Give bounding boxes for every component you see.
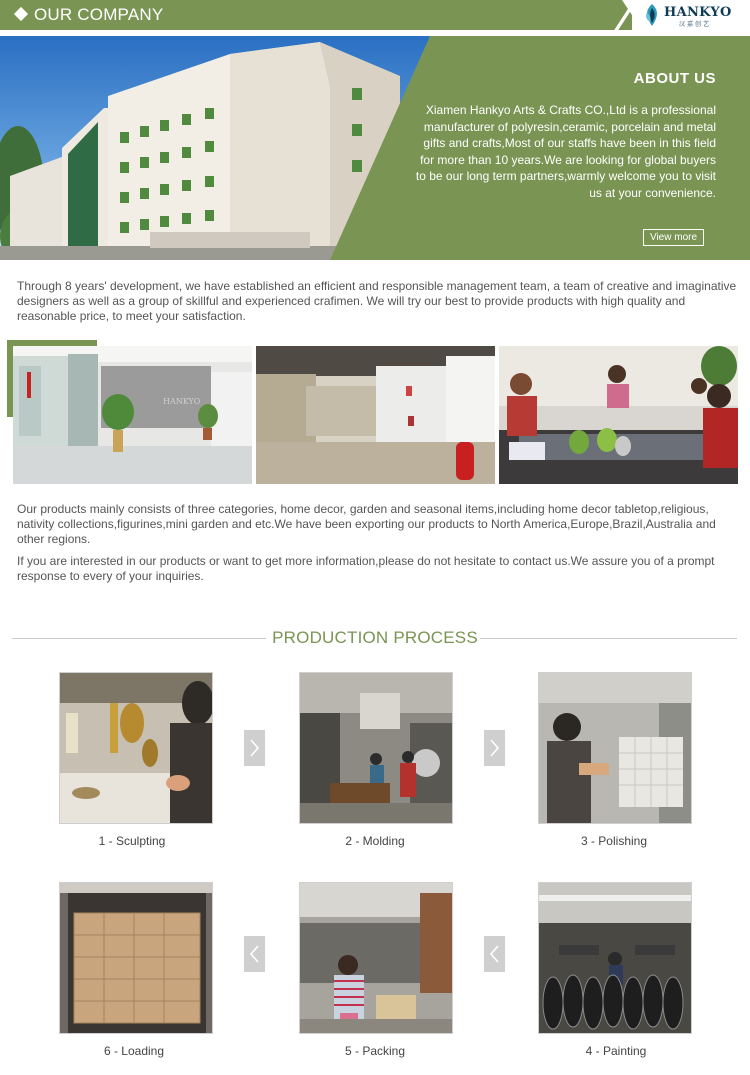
section-title: OUR COMPANY bbox=[34, 5, 164, 24]
about-hero bbox=[0, 36, 750, 260]
prev-arrow-button[interactable] bbox=[244, 936, 265, 972]
showroom-photo bbox=[256, 346, 495, 484]
about-description bbox=[386, 102, 716, 202]
chevron-left-icon bbox=[488, 945, 501, 963]
about-line: manufacturer of polyresin,ceramic, porcelain and metal bbox=[423, 119, 716, 134]
meeting-photo bbox=[499, 346, 738, 484]
step-label: 5 - Packing bbox=[344, 1044, 406, 1058]
about-line: gifts and crafts,Most of our staffs have been in this field bbox=[423, 136, 716, 151]
logo-wordmark: HANKYO bbox=[664, 5, 732, 20]
about-line: us at your convenience. bbox=[589, 185, 716, 200]
step-photo-painting bbox=[538, 882, 692, 1034]
production-process-title: PRODUCTION PROCESS bbox=[272, 628, 478, 647]
chevron-left-icon bbox=[248, 945, 261, 963]
step-photo-molding bbox=[299, 672, 453, 824]
contact-paragraph: If you are interested in our products or want to get more information,please do not hesitate to contact us.We assure you of a prompt response to every of your inquiries. bbox=[17, 554, 715, 583]
step-photo-packing bbox=[299, 882, 453, 1034]
about-line: Xiamen Hankyo Arts & Crafts CO.,Ltd is a professional bbox=[425, 103, 716, 117]
about-title: ABOUT US bbox=[633, 70, 716, 87]
step-label: 2 - Molding bbox=[345, 834, 405, 848]
step-label: 1 - Sculpting bbox=[98, 834, 166, 848]
diamond-icon bbox=[14, 7, 28, 21]
next-arrow-button[interactable] bbox=[484, 730, 505, 766]
chevron-right-icon bbox=[488, 739, 501, 757]
reception-photo bbox=[13, 346, 252, 484]
step-photo-loading bbox=[59, 882, 213, 1034]
logo-subtitle: 汉嘉创艺 bbox=[679, 22, 712, 28]
hankyo-logo-icon bbox=[642, 4, 662, 26]
step-label: 4 - Painting bbox=[585, 1044, 647, 1058]
next-arrow-button[interactable] bbox=[244, 730, 265, 766]
about-line: for more than 10 years.We are looking for global buyers bbox=[420, 152, 716, 167]
chevron-right-icon bbox=[248, 739, 261, 757]
prev-arrow-button[interactable] bbox=[484, 936, 505, 972]
svg-text:HANKYO: HANKYO bbox=[163, 397, 201, 406]
step-photo-sculpting bbox=[59, 672, 213, 824]
about-line: to be our long term partners,warmly welcome you to visit bbox=[415, 169, 716, 184]
products-paragraph: Our products mainly consists of three categories, home decor, garden and seasonal items,including home decor tabletop,religious, nativity collections,figurines,mini garden and etc.We have been exporting our products to North America,Europe,Brazil,Australia and other regions. bbox=[17, 502, 716, 546]
company-logo[interactable] bbox=[632, 0, 750, 30]
view-more-button[interactable]: View more bbox=[643, 229, 704, 246]
step-label: 6 - Loading bbox=[103, 1044, 165, 1058]
section-header bbox=[0, 0, 750, 30]
step-label: 3 - Polishing bbox=[580, 834, 648, 848]
development-paragraph: Through 8 years' development, we have established an efficient and responsible management team, a team of creative and imaginative designers as well as a group of skillful and experienced crafimen. We will try our best to provide products with high quality and reasonable price, to meet your satisfaction. bbox=[17, 279, 737, 323]
step-photo-polishing bbox=[538, 672, 692, 824]
